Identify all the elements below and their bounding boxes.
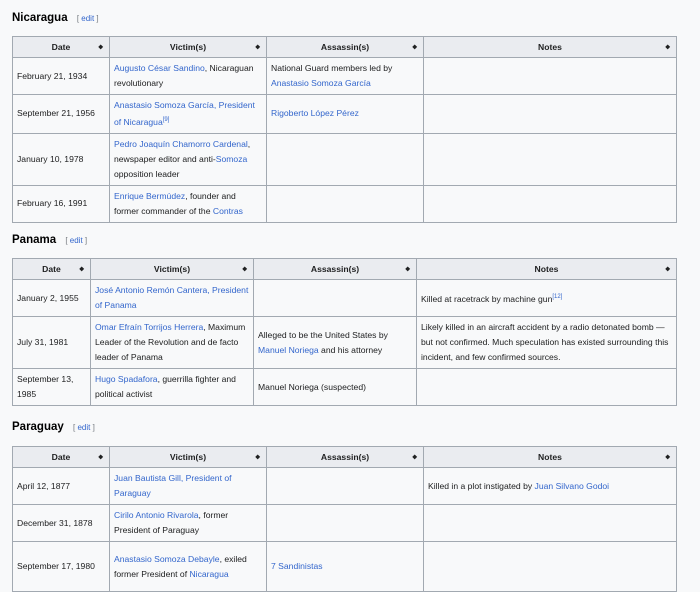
table-row — [13, 185, 677, 222]
section-title: Panama — [12, 234, 57, 246]
victim-cell — [91, 280, 254, 317]
assassin-cell — [254, 280, 417, 317]
sort-icon[interactable]: ◆ — [412, 454, 417, 461]
notes-cell — [424, 58, 677, 95]
column-header-date[interactable]: Date ◆ — [13, 447, 110, 468]
notes-cell — [424, 185, 677, 222]
assassin-link[interactable]: Manuel Noriega — [258, 344, 319, 355]
victim-cell: Anastasio Somoza Debayle, exiled former President of Nicaragua — [110, 542, 267, 592]
notes-link[interactable]: Juan Silvano Godoi — [534, 480, 610, 491]
table-row — [13, 58, 677, 95]
date-cell: January 10, 1978 — [13, 133, 110, 185]
assassin-cell — [267, 133, 424, 185]
assassin-cell: Alleged to be the United States by Manuel Noriega and his attorney — [254, 317, 417, 369]
table-row — [13, 280, 677, 317]
victim-link[interactable]: Augusto César Sandino — [114, 63, 205, 73]
assassin-link[interactable]: Anastasio Somoza García — [271, 78, 371, 88]
victim-cell: Cirilo Antonio Rivarola, former President of Paraguay — [110, 505, 267, 542]
assassin-cell — [267, 95, 424, 134]
date-cell: July 31, 1981 — [13, 317, 91, 369]
column-header-victims[interactable]: Victim(s) ◆ — [110, 37, 267, 58]
citation-link[interactable]: [12] — [552, 293, 563, 300]
assassin-cell — [267, 185, 424, 222]
column-header-victims[interactable]: Victim(s) ◆ — [110, 447, 267, 468]
sort-icon[interactable]: ◆ — [665, 44, 670, 51]
column-header-notes[interactable]: Notes ◆ — [417, 259, 677, 280]
sort-icon[interactable]: ◆ — [665, 454, 670, 461]
assassin-cell: National Guard members led by Anastasio Somoza García — [267, 58, 424, 95]
assassin-cell — [267, 542, 424, 592]
edit-link[interactable]: [ edit ] — [72, 423, 95, 432]
notes-cell: Likely killed in an aircraft accident by a radio detonated bomb — but not confirmed. Much speculation has existed surrounding this incident, and few confirmed sources. — [417, 317, 677, 369]
column-header-date[interactable]: Date ◆ — [13, 259, 91, 280]
section-title: Nicaragua — [12, 12, 68, 24]
edit-link[interactable]: [ edit ] — [65, 236, 88, 245]
sort-icon[interactable]: ◆ — [98, 44, 103, 51]
date-cell: September 21, 1956 — [13, 95, 110, 134]
edit-link[interactable]: [ edit ] — [76, 14, 99, 23]
victim-cell: Omar Efraín Torrijos Herrera, Maximum Leader of the Revolution and de facto leader of Panama — [91, 317, 254, 369]
victim-link[interactable]: Enrique Bermúdez — [114, 190, 186, 201]
table-row — [13, 95, 677, 134]
table-row — [13, 542, 677, 592]
date-cell: February 16, 1991 — [13, 185, 110, 222]
column-header-assassins[interactable]: Assassin(s) ◆ — [267, 37, 424, 58]
column-header-assassins[interactable]: Assassin(s) ◆ — [254, 259, 417, 280]
column-header-victims[interactable]: Victim(s) ◆ — [91, 259, 254, 280]
paraguay-table — [12, 446, 677, 592]
column-header-assassins[interactable]: Assassin(s) ◆ — [267, 447, 424, 468]
assassin-cell — [267, 505, 424, 542]
table-row — [13, 317, 677, 369]
notes-cell — [424, 542, 677, 592]
date-cell: February 21, 1934 — [13, 58, 110, 95]
victim-cell — [110, 95, 267, 134]
notes-cell: Killed at racetrack by machine gun[12] — [417, 280, 677, 317]
sort-icon[interactable]: ◆ — [412, 44, 417, 51]
sort-icon[interactable]: ◆ — [79, 266, 84, 273]
notes-cell — [417, 369, 677, 406]
date-cell: December 31, 1878 — [13, 505, 110, 542]
sort-icon[interactable]: ◆ — [98, 454, 103, 461]
victim-link[interactable]: Nicaragua — [189, 568, 229, 579]
victim-link[interactable]: José Antonio Remón Cantera, President of Panama — [95, 285, 249, 310]
sort-icon[interactable]: ◆ — [405, 266, 410, 273]
victim-link[interactable]: Somoza — [215, 153, 248, 164]
table-row — [13, 468, 677, 505]
sort-icon[interactable]: ◆ — [255, 454, 260, 461]
victim-link[interactable]: Pedro Joaquín Chamorro Cardenal — [114, 138, 248, 149]
table-header-row — [13, 447, 677, 468]
section-panama — [12, 231, 676, 406]
citation-link[interactable]: [9] — [162, 117, 170, 123]
victim-link[interactable]: Anastasio Somoza García, President of Nicaragua — [114, 100, 255, 127]
column-header-notes[interactable]: Notes ◆ — [424, 447, 677, 468]
column-header-date[interactable]: Date ◆ — [13, 37, 110, 58]
nicaragua-table — [12, 36, 677, 223]
sort-icon[interactable]: ◆ — [665, 266, 670, 273]
victim-link[interactable]: Anastasio Somoza Debayle — [114, 553, 220, 564]
panama-table — [12, 258, 677, 406]
victim-cell — [110, 468, 267, 505]
column-header-notes[interactable]: Notes ◆ — [424, 37, 677, 58]
victim-link[interactable]: Omar Efraín Torrijos Herrera — [95, 322, 204, 332]
assassin-link[interactable]: Rigoberto López Pérez — [271, 108, 359, 119]
notes-cell — [424, 95, 677, 134]
assassin-link[interactable]: 7 Sandinistas — [271, 561, 323, 571]
table-row — [13, 369, 677, 406]
notes-cell — [424, 505, 677, 542]
date-cell: September 17, 1980 — [13, 542, 110, 592]
sort-icon[interactable]: ◆ — [242, 266, 247, 273]
victim-cell: Augusto César Sandino, Nicaraguan revolutionary — [110, 58, 267, 95]
victim-cell: Pedro Joaquín Chamorro Cardenal, newspaper editor and anti-Somoza opposition leader — [110, 133, 267, 185]
victim-link[interactable]: Contras — [212, 205, 243, 216]
victim-link[interactable]: Hugo Spadafora — [95, 374, 158, 384]
table-row — [13, 505, 677, 542]
table-header-row — [13, 37, 677, 58]
assassin-cell: Manuel Noriega (suspected) — [254, 369, 417, 406]
section-title: Paraguay — [12, 421, 64, 433]
date-cell: September 13, 1985 — [13, 369, 91, 406]
table-row — [13, 133, 677, 185]
notes-cell: Killed in a plot instigated by Juan Silvano Godoi — [424, 468, 677, 505]
section-heading — [12, 231, 676, 249]
section-heading — [12, 9, 676, 27]
table-header-row — [13, 259, 677, 280]
victim-link[interactable]: Juan Bautista Gill, President of Paraguay — [114, 473, 232, 498]
sort-icon[interactable]: ◆ — [255, 44, 260, 51]
assassin-cell — [267, 468, 424, 505]
notes-cell — [424, 133, 677, 185]
date-cell: April 12, 1877 — [13, 468, 110, 505]
section-heading — [12, 418, 676, 436]
section-nicaragua — [12, 9, 676, 223]
victim-link[interactable]: Cirilo Antonio Rivarola — [114, 510, 199, 520]
victim-cell: Hugo Spadafora, guerrilla fighter and political activist — [91, 369, 254, 406]
victim-cell: Enrique Bermúdez, founder and former commander of the Contras — [110, 185, 267, 222]
date-cell: January 2, 1955 — [13, 280, 91, 317]
section-paraguay — [12, 418, 676, 592]
